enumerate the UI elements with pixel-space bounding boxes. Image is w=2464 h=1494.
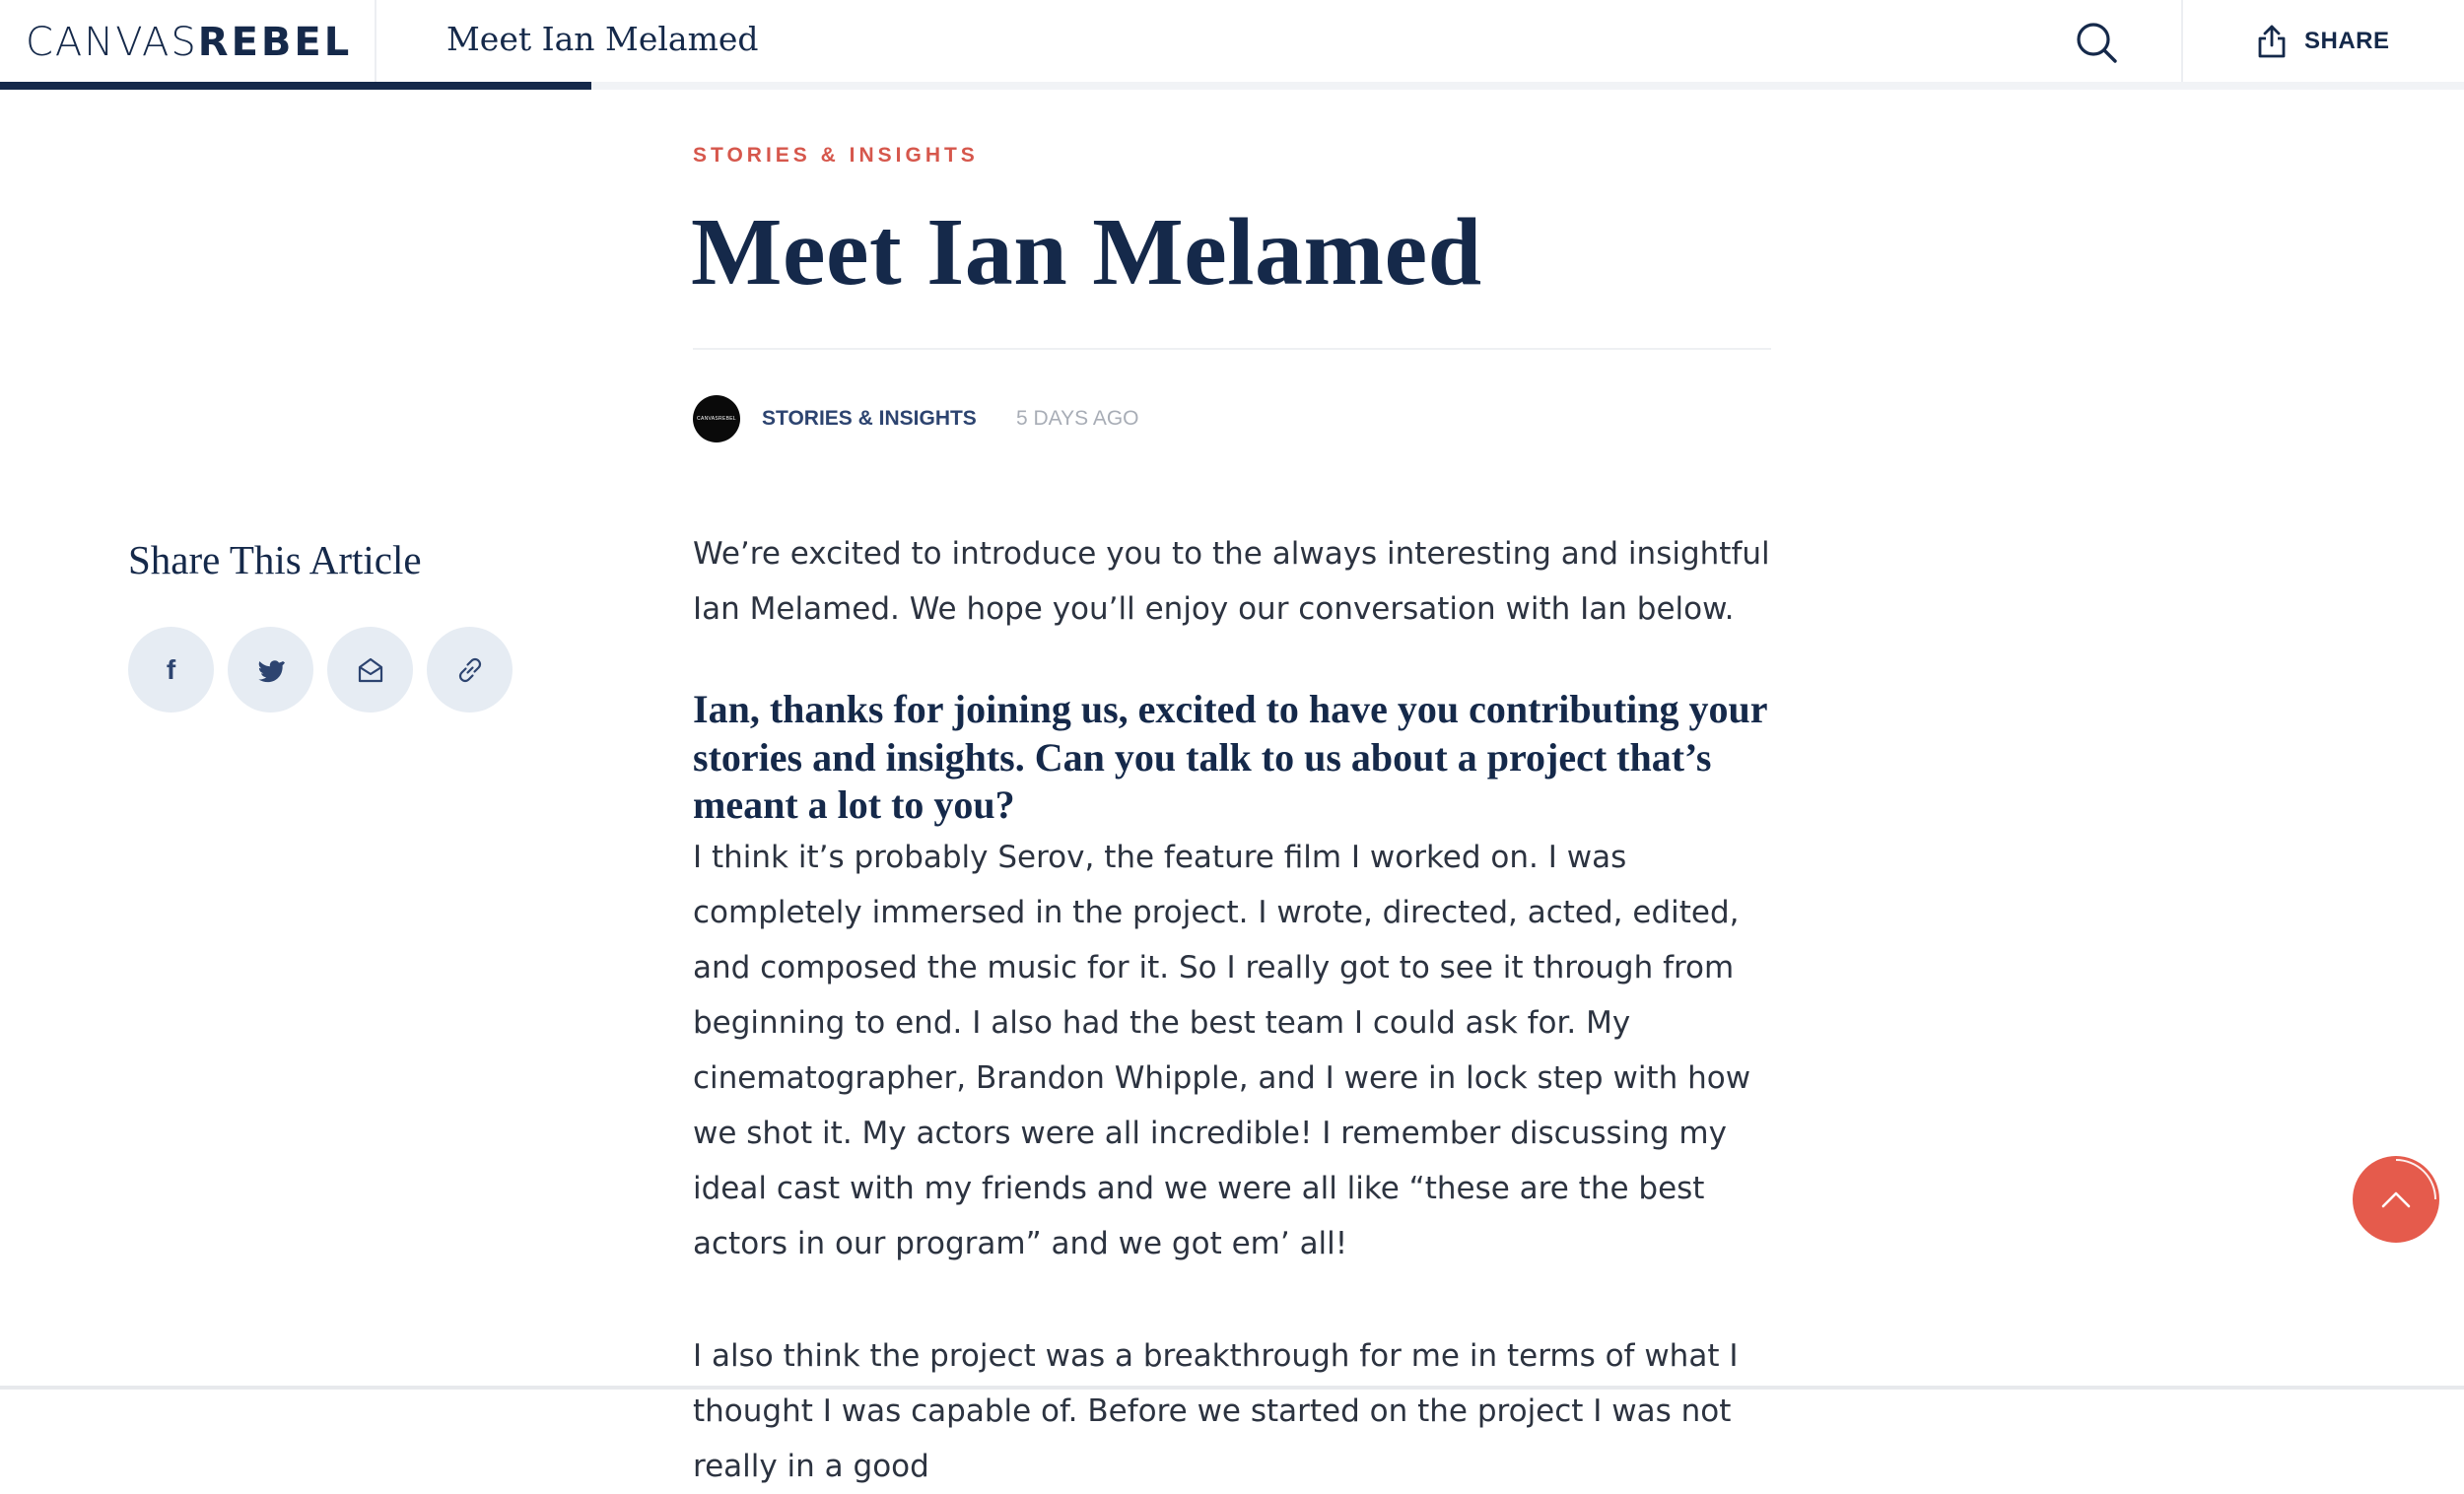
reading-progress-bar [0, 82, 2464, 90]
share-facebook-button[interactable] [128, 627, 214, 713]
page-bottom-edge [0, 1386, 2464, 1390]
share-article-heading: Share This Article [128, 537, 422, 582]
share-button-label: SHARE [2304, 28, 2390, 54]
email-icon [357, 656, 384, 684]
title-divider [693, 348, 1771, 350]
share-button[interactable] [2257, 20, 2390, 63]
share-link-button[interactable] [427, 627, 513, 713]
site-header [0, 0, 2464, 85]
twitter-icon [257, 658, 285, 682]
scroll-progress-ring [2353, 1156, 2439, 1243]
header-divider [375, 0, 376, 83]
search-button[interactable] [2070, 16, 2123, 69]
share-upload-icon [2257, 24, 2287, 59]
back-to-top-button[interactable] [2353, 1156, 2439, 1243]
logo-text-bold: REBEL [197, 20, 353, 65]
answer-paragraph: I also think the project was a breakthrough for me in terms of what I thought I was capable of. Before we started on the project I was not really in a good [693, 1337, 1739, 1484]
article-body [693, 526, 1777, 1494]
search-icon [2070, 16, 2123, 69]
share-twitter-button[interactable] [228, 627, 313, 713]
author-name-link[interactable]: STORIES & INSIGHTS [762, 407, 977, 430]
article-title: Meet Ian Melamed [691, 199, 1482, 306]
article-intro-paragraph: We’re excited to introduce you to the always interesting and insightful Ian Melamed. We hope you’ll enjoy our conversation with Ian below. [693, 536, 1770, 627]
canvasrebel-logo[interactable] [26, 18, 352, 67]
facebook-icon: f [166, 653, 176, 685]
share-email-button[interactable] [327, 627, 413, 713]
answer-paragraph: I think it’s probably Serov, the feature film I worked on. I was completely immersed in the project. I wrote, directed, acted, edited, and composed the music for it. So I really got to see it through from beginning to end. I also had the best team I could ask for. My cinematographer, Brandon Whipple, and I were in lock step with how we shot it. My actors were all incredible! I remember discussing my ideal cast with my friends and we were all like “these are the best actors in our program” and we got em’ all! [693, 839, 1751, 1261]
header-article-title: Meet Ian Melamed [446, 20, 759, 58]
post-date: 5 DAYS AGO [1016, 407, 1139, 430]
logo-text-light: CANVAS [26, 20, 198, 65]
interview-question: Ian, thanks for joining us, excited to have you contributing your stories and insights. Can you talk to us about a project that’s meant a lot to you? [693, 687, 1767, 827]
article-category[interactable]: STORIES & INSIGHTS [693, 144, 979, 167]
author-avatar[interactable] [693, 395, 740, 442]
reading-progress-fill [0, 82, 591, 90]
avatar-logo-text: CANVASREBEL [697, 416, 736, 422]
link-icon [455, 655, 485, 685]
share-icons-row [128, 627, 513, 713]
header-divider [2181, 0, 2183, 83]
